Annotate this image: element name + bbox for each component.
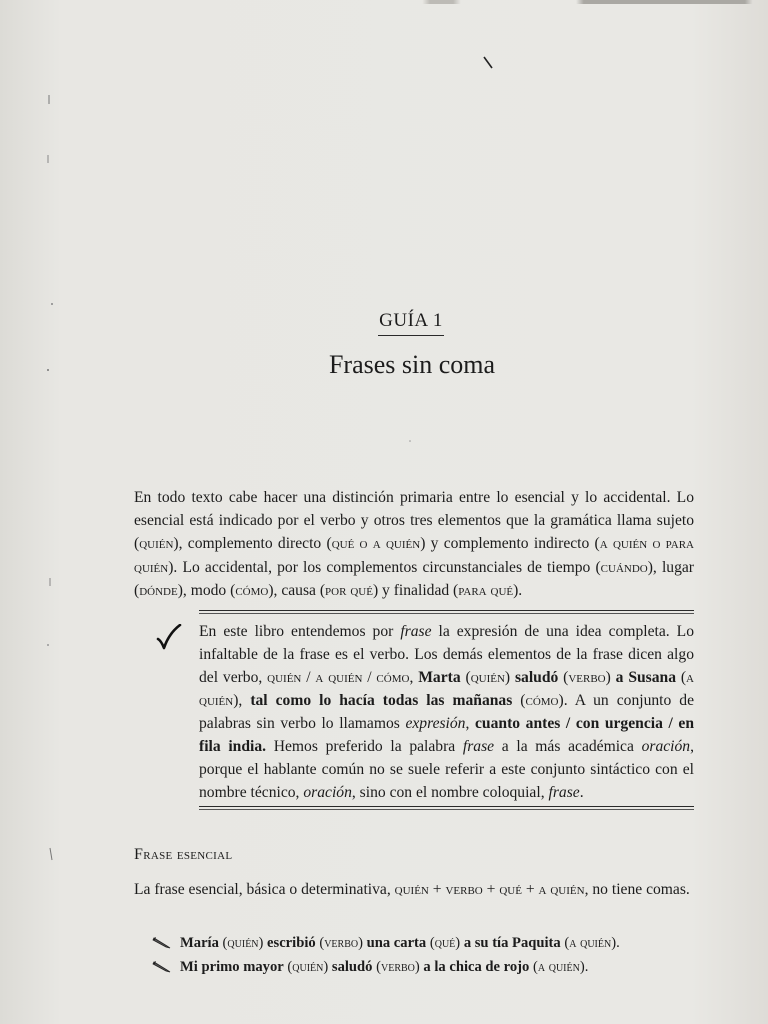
chapter-title: Frases sin coma <box>328 350 496 379</box>
pencil-icon <box>152 935 172 949</box>
guide-number-label: GUÍA 1 <box>378 310 444 336</box>
note-bottom-rule <box>199 806 694 807</box>
example-sentence: María (quién) escribió (verbo) una carta (qué) a su tía Paquita (a quién). <box>152 933 620 953</box>
check-mark-icon <box>156 624 182 650</box>
definition-note: En este libro entendemos por frase la expresión de una idea completa. Lo infaltable de la frase es el verbo. Los demás elementos de la frase dicen algo del verbo, quién / a quién / cómo, Marta (quién) saludó (verbo) a Susana (a quién), tal como lo hacía todas las mañanas (cómo). A un conjunto de palabras sin verbo lo llamamos expresión, cuanto antes / con urgencia / en fila india. Hemos preferido la palabra frase a la más académica oración, porque el hablante común no se suele referir a este conjunto sintáctico con el nombre técnico, oración, sino con el nombre coloquial, frase. <box>199 623 695 801</box>
example-sentence: Mi primo mayor (quién) saludó (verbo) a la chica de rojo (a quién). <box>152 957 588 977</box>
note-top-rule <box>199 610 694 611</box>
section-paragraph: La frase esencial, básica o determinativa, quién + verbo + qué + a quién, no tiene comas. <box>134 881 690 898</box>
section-heading: Frase esencial <box>134 846 233 863</box>
pencil-icon <box>152 959 172 973</box>
intro-paragraph: En todo texto cabe hacer una distinción primaria entre lo esencial y lo accidental. Lo esencial está indicado por el verbo y otros tres elementos que la gramática llama sujeto (quién), complemento directo (qué o a quién) y complemento indirecto (a quién o para quién). Lo accidental, por los complementos circunstanciales de tiempo (cuándo), lugar (dónde), modo (cómo), causa (por qué) y finalidad (para qué). <box>134 489 695 599</box>
